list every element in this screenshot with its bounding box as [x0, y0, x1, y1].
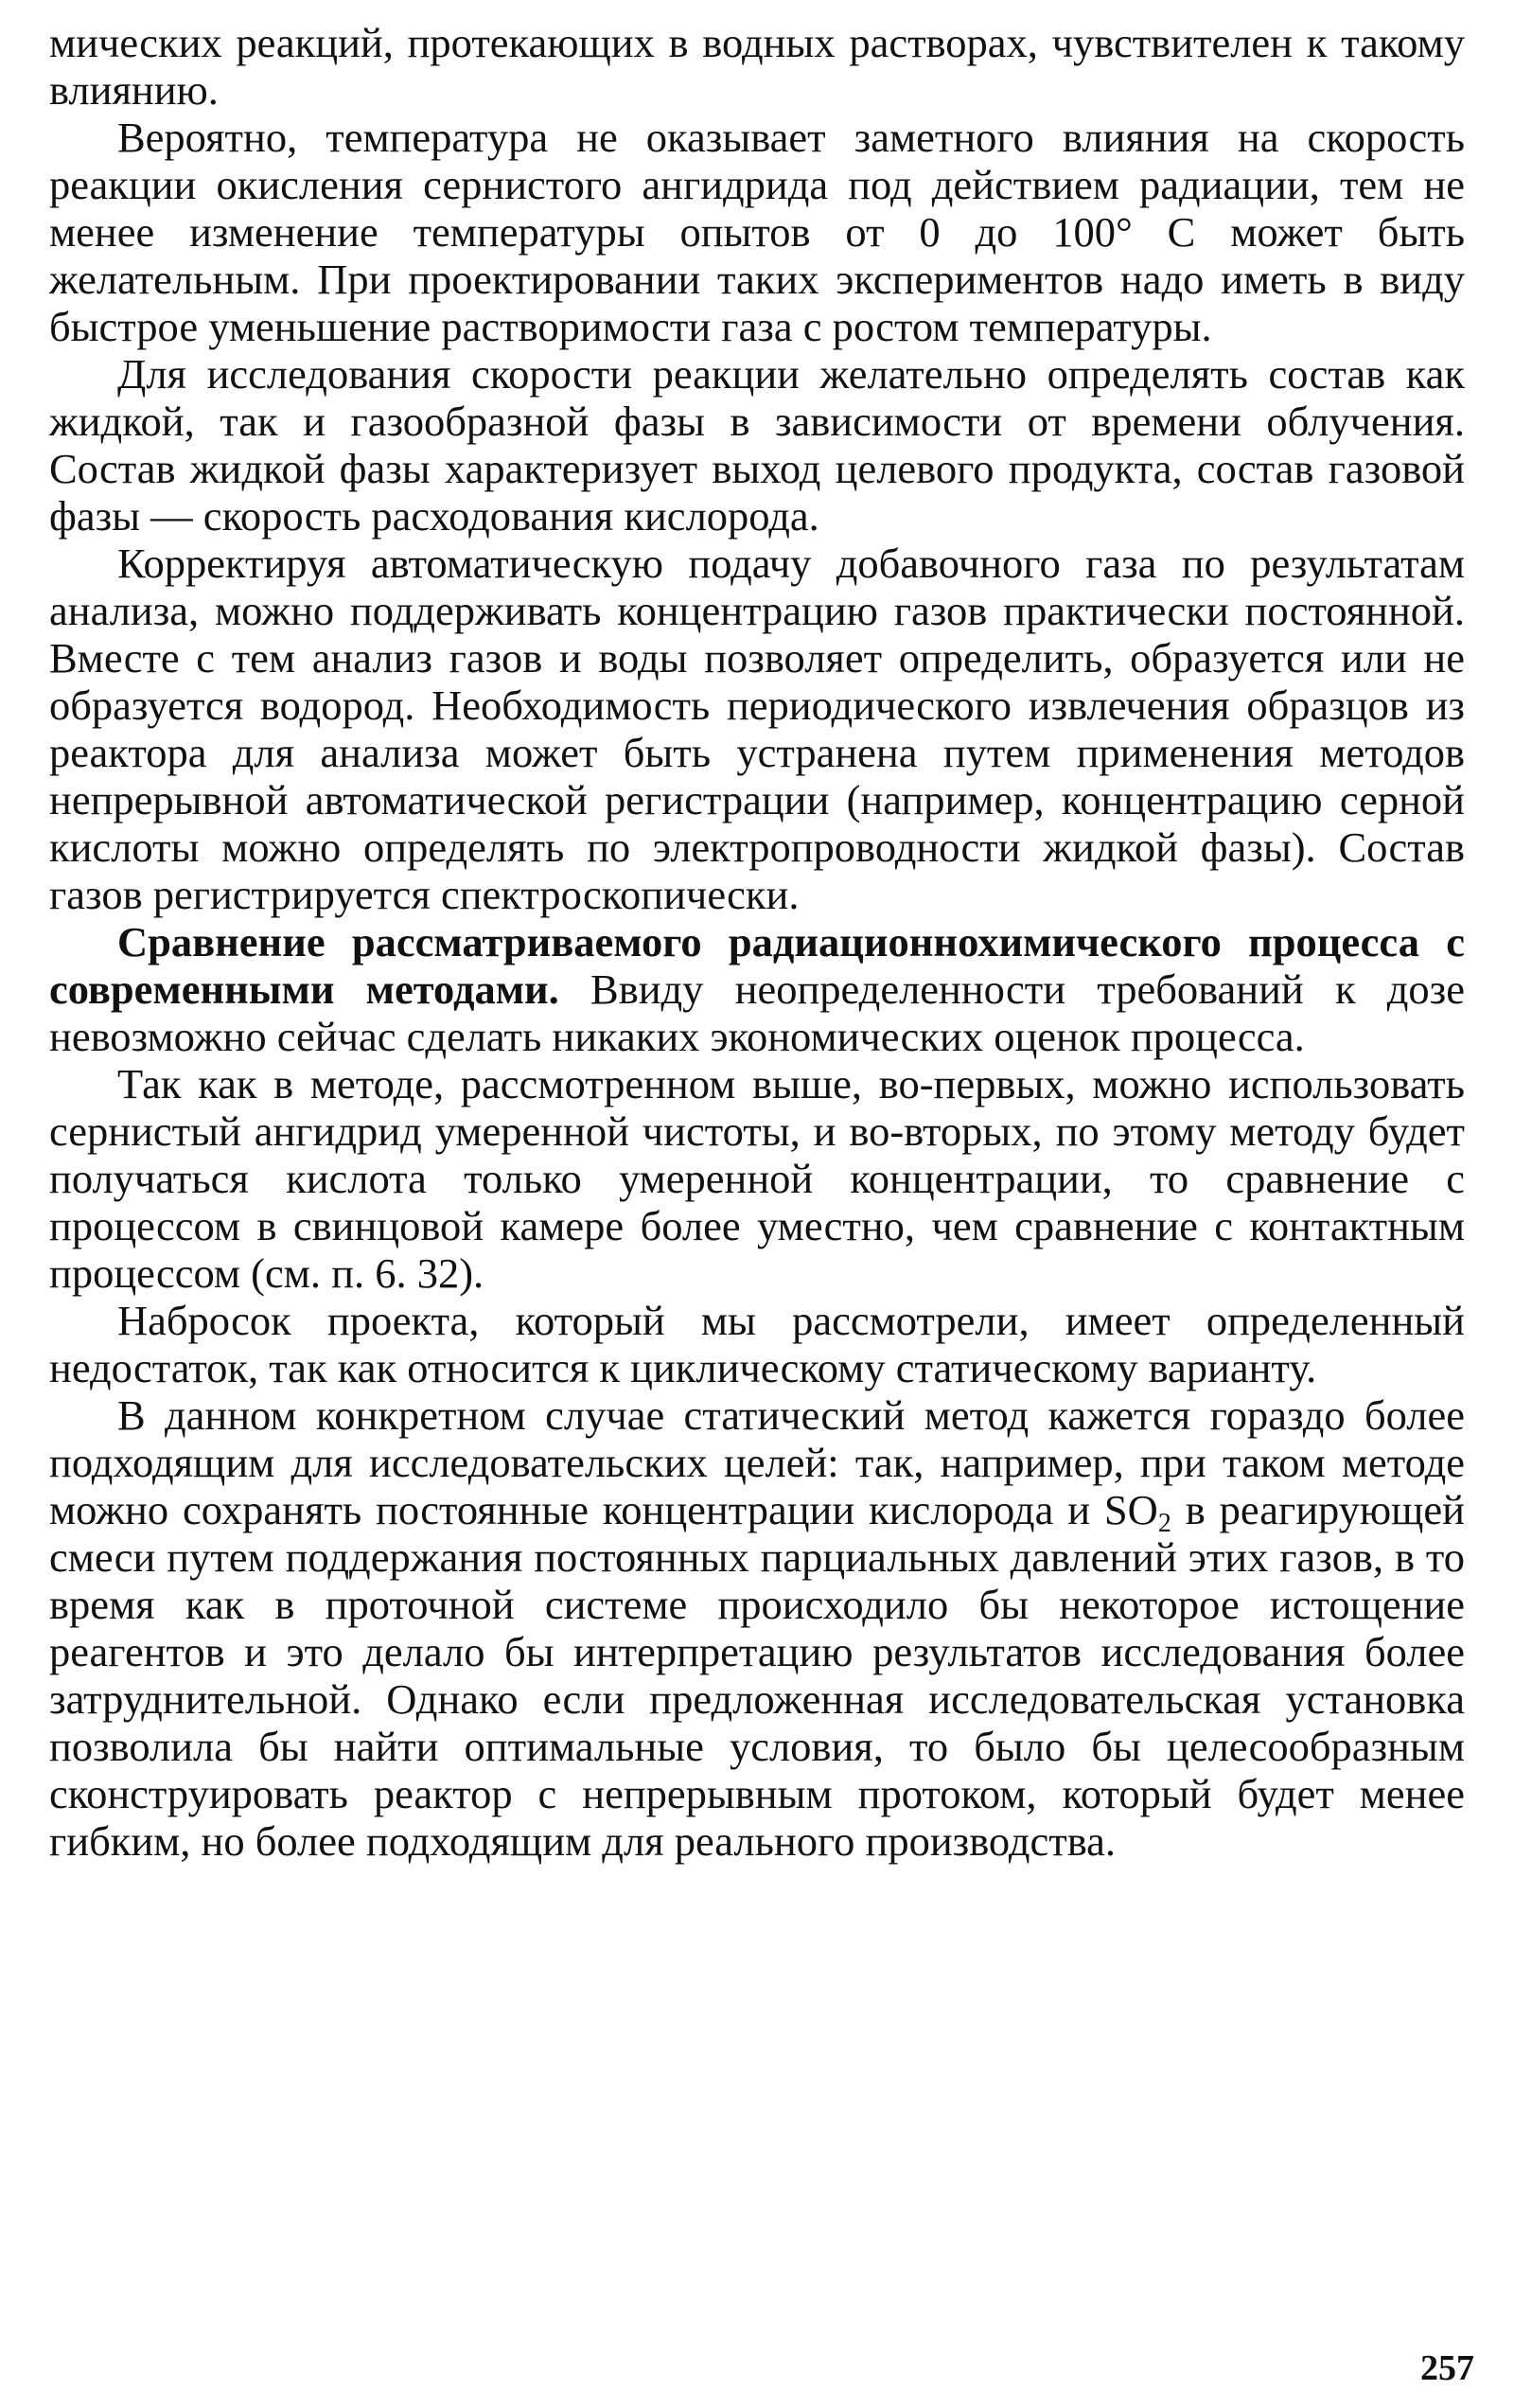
paragraph-static-text-before: В данном конкретном случае статический метод кажется гораздо более подходящим для исследовательских целей: так, например, при таком методе можно сохранять постоянные концентрации кислорода и SO: [49, 1391, 1465, 1533]
paragraph-comparison: [49, 918, 1465, 1060]
paragraph-gas-control: Корректируя автоматическую подачу добавочного газа по результатам анализа, можно поддерживать концентрацию газов практически постоянной. Вместе с тем анализ газов и воды позволяет определить, образуется или не образуется водород. Необходимость периодического извлечения образцов из реактора для анализа может быть устранена путем применения методов непрерывной автоматической регистрации (например, концентрацию серной кислоты можно определять по электропроводности жидкой фазы). Состав газов регистрируется спектроскопически.: [49, 540, 1465, 918]
page-number: 257: [1420, 2348, 1474, 2388]
paragraph-continuation: мических реакций, протекающих в водных растворах, чувствителен к такому влиянию.: [49, 19, 1465, 114]
paragraph-reaction-rate: Для исследования скорости реакции желательно определять состав как жидкой, так и газообразной фазы в зависимости от времени облучения. Состав жидкой фазы характеризует выход целевого продукта, состав газовой фазы — скорость расходования кислорода.: [49, 350, 1465, 540]
paragraph-temperature: Вероятно, температура не оказывает заметного влияния на скорость реакции окисления сернистого ангидрида под действием радиации, тем не менее изменение температуры опытов от 0 до 100° С может быть желательным. При проектировании таких экспериментов надо иметь в виду быстрое уменьшение растворимости газа с ростом температуры.: [49, 114, 1465, 350]
paragraph-comparison-text: Ввиду неопределенности требований к дозе невозможно сейчас сделать никаких экономических оценок процесса.: [49, 965, 1465, 1060]
paragraph-project-sketch: Набросок проекта, который мы рассмотрели, имеет определенный недостаток, так как относится к циклическому статическому варианту.: [49, 1297, 1465, 1391]
paragraph-static-text-after: в реагирующей смеси путем поддержания постоянных парциальных давлений этих газов, в то время как в проточной системе происходило бы некоторое истощение реагентов и это делало бы интерпретацию результатов исследования более затруднительной. Однако если предложенная исследовательская установка позволила бы найти оптимальные условия, то было бы целесообразным сконструировать реактор с непрерывным протоком, который будет менее гибким, но более подходящим для реального производства.: [49, 1486, 1465, 1865]
section-heading: Сравнение рассматриваемого радиационнохимического процесса с современными методами.: [49, 918, 1465, 1013]
so2-subscript: 2: [1157, 1509, 1171, 1538]
paragraph-static-method: [49, 1391, 1465, 1865]
page-body: [49, 19, 1465, 1865]
paragraph-method: Так как в методе, рассмотренном выше, во-первых, можно использовать сернистый ангидрид умеренной чистоты, и во-вторых, по этому методу будет получаться кислота только умеренной концентрации, то сравнение с процессом в свинцовой камере более уместно, чем сравнение с контактным процессом (см. п. 6. 32).: [49, 1060, 1465, 1297]
